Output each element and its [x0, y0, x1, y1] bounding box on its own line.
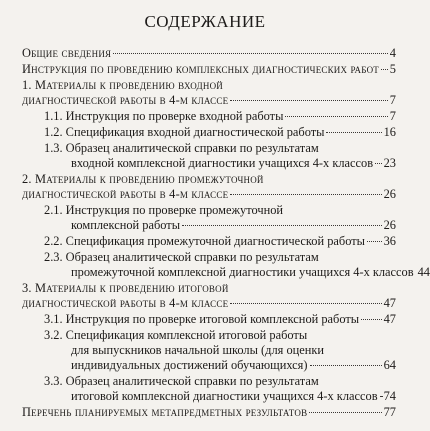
- toc-entry-3-3[interactable]: [71, 389, 396, 404]
- toc-page-number: 7: [389, 93, 396, 107]
- toc-page-number: 47: [383, 312, 396, 326]
- dot-leader: [326, 132, 381, 133]
- toc-entry-title: комплексной работы: [71, 218, 181, 232]
- dot-leader: [230, 100, 388, 101]
- toc-page-number: 47: [383, 296, 396, 310]
- toc-entry-title: 2.2. Спецификация промежуточной диагностической работы: [44, 234, 366, 248]
- toc-section-3[interactable]: [22, 296, 396, 311]
- toc-page-number: 26: [383, 187, 396, 201]
- toc-section-2[interactable]: [22, 187, 396, 202]
- dot-leader: [310, 365, 382, 366]
- toc-entry-2-2[interactable]: [44, 234, 396, 249]
- toc-page-number: 23: [383, 156, 396, 170]
- toc-entry-title: 1.2. Спецификация входной диагностической работы: [44, 125, 325, 139]
- toc-entry-title: Перечень планируемых метапредметных результатов: [22, 405, 308, 419]
- dot-leader: [361, 319, 381, 320]
- toc-entry-2-1[interactable]: [71, 218, 396, 233]
- toc-page-number: 64: [383, 358, 396, 372]
- toc-entry-results-list[interactable]: [22, 405, 396, 420]
- toc-entry-general[interactable]: [22, 46, 396, 61]
- dot-leader: [285, 116, 387, 117]
- toc-entry-1-1[interactable]: [44, 109, 396, 124]
- page-title: СОДЕРЖАНИЕ: [144, 12, 266, 31]
- dot-leader: [230, 194, 381, 195]
- toc-entry-2-3[interactable]: [71, 265, 430, 280]
- dot-leader: [380, 396, 382, 397]
- toc-page-number: 4: [389, 46, 396, 60]
- toc-entry-title: индивидуальных достижений обучающихся): [71, 358, 308, 372]
- toc-page-number: 36: [383, 234, 396, 248]
- toc-entry-3-3-title[interactable]: 3.3. Образец аналитической справки по результатам: [44, 374, 319, 388]
- toc-entry-3-2-line2: для выпускников начальной школы (для оценки: [71, 343, 325, 357]
- toc-entry-title: итоговой комплексной диагностики учащихся 4-х классов: [71, 389, 378, 403]
- toc-entry-1-3-title[interactable]: 1.3. Образец аналитической справки по результатам: [44, 141, 319, 155]
- dot-leader: [367, 241, 382, 242]
- toc-entry-2-3-title[interactable]: 2.3. Образец аналитической справки по результатам: [44, 250, 319, 264]
- toc-entry-title: диагностической работы в 4-м классе: [22, 93, 229, 107]
- toc-entry-2-1-title[interactable]: 2.1. Инструкция по проверке промежуточной: [44, 203, 284, 217]
- toc-section-2-title[interactable]: 2. Материалы к проведению промежуточной: [22, 172, 264, 186]
- toc-entry-title: диагностической работы в 4-м классе: [22, 296, 229, 310]
- dot-leader: [230, 303, 381, 304]
- toc-entry-3-1[interactable]: [44, 312, 396, 327]
- dot-leader: [375, 163, 382, 164]
- toc-entry-title: 3.1. Инструкция по проверке итоговой комплексной работы: [44, 312, 360, 326]
- dot-leader: [309, 412, 381, 413]
- toc-page-number: 5: [389, 62, 396, 76]
- toc-page-number: 77: [383, 405, 396, 419]
- toc-section-1-title[interactable]: 1. Материалы к проведению входной: [22, 78, 223, 92]
- toc-entry-3-2[interactable]: [71, 358, 396, 373]
- dot-leader: [381, 69, 388, 70]
- toc-page-number: 26: [383, 218, 396, 232]
- toc-entry-title: входной комплексной диагностики учащихся 4-х классов: [71, 156, 374, 170]
- toc-entry-1-3[interactable]: [71, 156, 396, 171]
- toc-entry-title: диагностической работы в 4-м классе: [22, 187, 229, 201]
- toc-entry-1-2[interactable]: [44, 125, 396, 140]
- toc-section-1[interactable]: [22, 93, 396, 108]
- toc-entry-3-2-title[interactable]: 3.2. Спецификация комплексной итоговой работы: [44, 328, 308, 342]
- toc-entry-title: Инструкция по проведению комплексных диагностических работ: [22, 62, 379, 76]
- toc-page-number: 44: [417, 265, 430, 279]
- toc-page-number: 74: [383, 389, 396, 403]
- dot-leader: [113, 53, 388, 54]
- toc-entry-title: 1.1. Инструкция по проверке входной работы: [44, 109, 284, 123]
- toc-page-number: 16: [383, 125, 396, 139]
- toc-section-3-title[interactable]: 3. Материалы к проведению итоговой: [22, 281, 229, 295]
- toc-entry-title: промежуточной комплексной диагностики учащихся 4-х классов: [71, 265, 414, 279]
- toc-entry-title: Общие сведения: [22, 46, 112, 60]
- toc-entry-instruction[interactable]: [22, 62, 396, 77]
- toc-page-number: 7: [389, 109, 396, 123]
- dot-leader: [182, 225, 382, 226]
